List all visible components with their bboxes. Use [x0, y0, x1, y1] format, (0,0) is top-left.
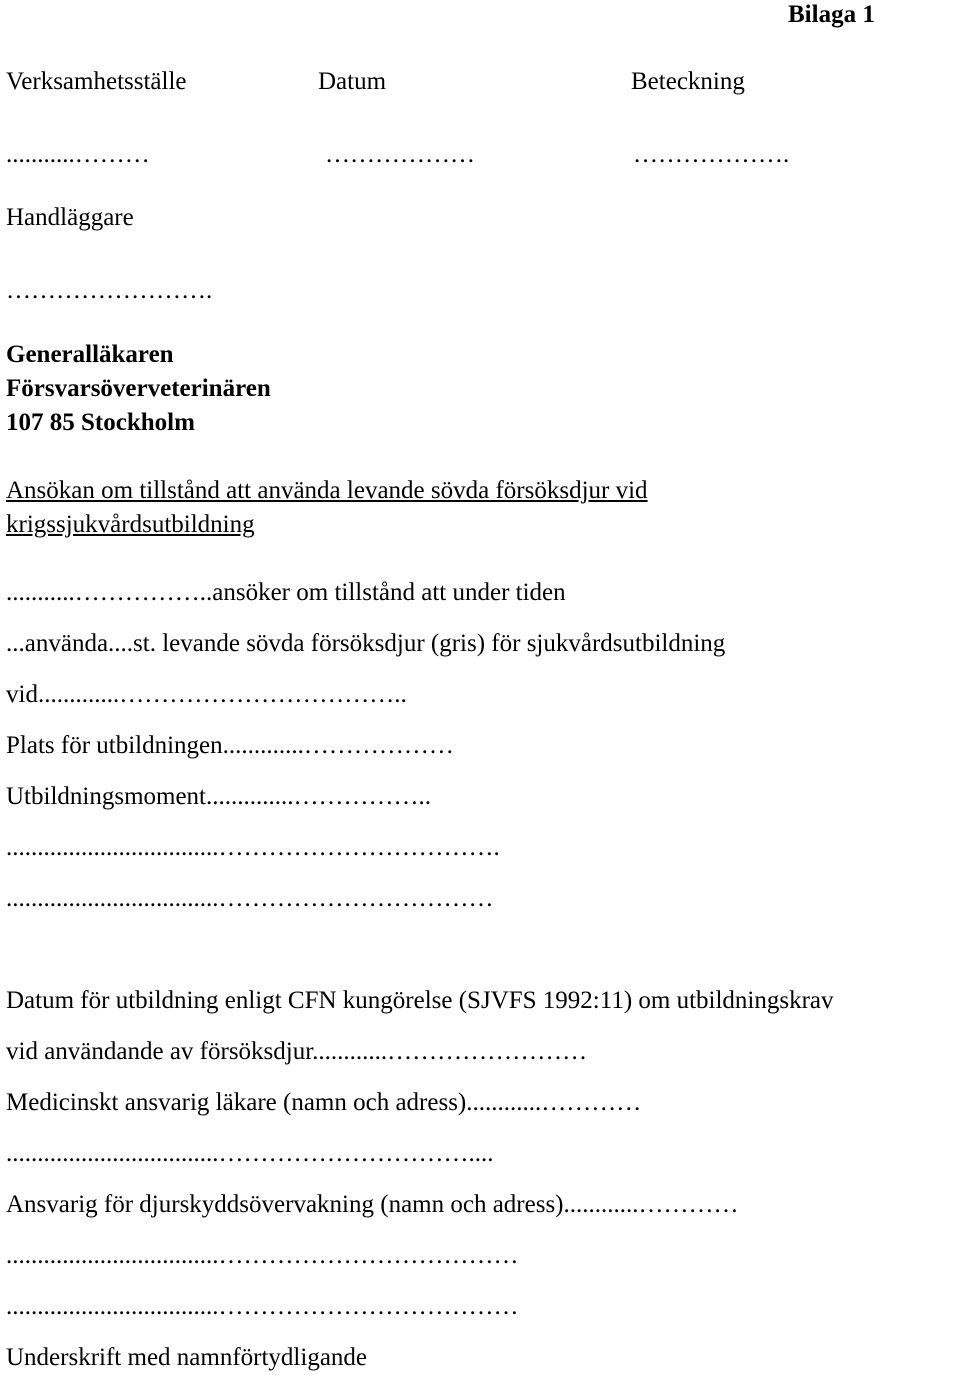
requirements-line: vid användande av försöksdjur............……………………	[6, 1038, 588, 1065]
body-line: Utbildningsmoment..............……………..	[6, 783, 431, 810]
handler-label: Handläggare	[6, 204, 134, 231]
meta-blank-workplace: ...........………	[6, 141, 150, 168]
meta-blank-reference: ……………….	[633, 141, 790, 168]
body-line: vid.............……………………………..	[6, 681, 407, 708]
requirements-line: ..................................………………………………	[6, 1242, 519, 1269]
body-line: ...använda....st. levande sövda försöksdjur (gris) för sjukvårdsutbildning	[6, 630, 726, 657]
recipient-line-3: 107 85 Stockholm	[6, 409, 195, 436]
meta-label-reference: Beteckning	[631, 68, 745, 95]
subject-line-2: krigssjukvårdsutbildning	[6, 511, 255, 538]
body-line: ..................................……………………………	[6, 885, 494, 912]
recipient-line-2: Försvarsöverveterinären	[6, 375, 271, 402]
subject-line-1: Ansökan om tillstånd att använda levande sövda försöksdjur vid	[6, 477, 648, 504]
requirements-line: Medicinskt ansvarig läkare (namn och adress)............…………	[6, 1089, 642, 1116]
meta-label-date: Datum	[318, 68, 387, 95]
body-line: ..................................…………………………….	[6, 834, 500, 861]
requirements-line: ..................................………………………………	[6, 1293, 519, 1320]
signature-label: Underskrift med namnförtydligande	[6, 1344, 368, 1371]
body-line: ...........……………..ansöker om tillstånd att under tiden	[6, 579, 566, 606]
requirements-line: Datum för utbildning enligt CFN kungörelse (SJVFS 1992:11) om utbildningskrav	[6, 987, 834, 1014]
appendix-label: Bilaga 1	[788, 1, 875, 28]
recipient-line-1: Generalläkaren	[6, 341, 174, 368]
body-line: Plats för utbildningen.............………………	[6, 732, 454, 759]
requirements-line: ..................................…………………………....	[6, 1140, 494, 1167]
meta-blank-date: ………………	[325, 141, 475, 168]
meta-label-workplace: Verksamhetsställe	[6, 68, 187, 95]
requirements-line: Ansvarig för djurskyddsövervakning (namn och adress)............…………	[6, 1191, 739, 1218]
handler-blank: …………………….	[6, 277, 213, 304]
